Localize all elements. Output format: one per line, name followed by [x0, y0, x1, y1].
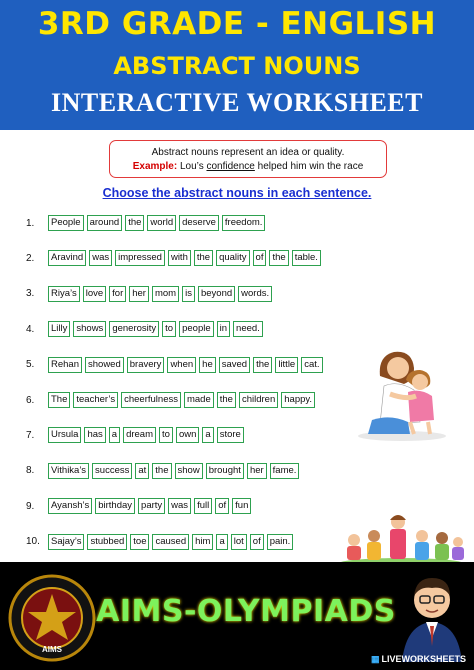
word-choice[interactable]: Lilly — [48, 321, 70, 337]
word-choice[interactable]: toe — [130, 534, 149, 550]
word-choice[interactable]: quality — [216, 250, 249, 266]
word-choice[interactable]: shows — [73, 321, 106, 337]
liveworksheets-icon: ▦ — [370, 654, 380, 664]
word-choice[interactable]: need. — [233, 321, 263, 337]
example-post: helped him win the race — [254, 161, 364, 172]
word-choice[interactable]: brought — [206, 463, 244, 479]
word-choice[interactable]: table. — [292, 250, 321, 266]
word-choice[interactable]: of — [215, 498, 229, 514]
word-choice[interactable]: he — [199, 357, 216, 373]
footer-banner — [0, 562, 474, 670]
definition-example — [110, 160, 386, 174]
sentence-number: 2. — [26, 252, 35, 264]
word-choice[interactable]: show — [175, 463, 203, 479]
definition-box — [109, 140, 387, 178]
word-choice[interactable]: was — [168, 498, 191, 514]
word-choice[interactable]: to — [162, 321, 176, 337]
sentence-number: 3. — [26, 288, 35, 300]
word-choice[interactable]: him — [192, 534, 213, 550]
teacher-and-children-illustration — [334, 506, 468, 570]
sentence-row — [26, 249, 324, 267]
word-choice[interactable]: Rehan — [48, 357, 82, 373]
word-choice[interactable]: lot — [231, 534, 247, 550]
word-choice[interactable]: dream — [123, 427, 156, 443]
sentence-number: 1. — [26, 217, 35, 229]
word-choice[interactable]: Vithika’s — [48, 463, 89, 479]
word-choice[interactable]: birthday — [95, 498, 135, 514]
word-choice[interactable]: the — [152, 463, 171, 479]
word-choice[interactable]: showed — [85, 357, 124, 373]
word-choice[interactable]: caused — [152, 534, 189, 550]
word-choice[interactable]: cheerfulness — [121, 392, 181, 408]
word-choice[interactable]: stubbed — [87, 534, 127, 550]
word-choice[interactable]: little — [275, 357, 298, 373]
example-word: confidence — [206, 161, 255, 172]
word-choice[interactable]: happy. — [281, 392, 315, 408]
sentence-number: 5. — [26, 359, 35, 371]
sentence-row — [26, 533, 296, 551]
word-choice[interactable]: People — [48, 215, 84, 231]
sentence-row — [26, 462, 302, 480]
word-choice[interactable]: Ayansh’s — [48, 498, 92, 514]
sentence-row — [26, 214, 268, 232]
word-choice[interactable]: love — [83, 286, 106, 302]
word-choice[interactable]: at — [135, 463, 149, 479]
word-choice[interactable]: bravery — [127, 357, 165, 373]
sentence-row — [26, 497, 254, 515]
definition-text: Abstract nouns represent an idea or quality. — [151, 147, 345, 158]
sentence-number: 4. — [26, 323, 35, 335]
word-choice[interactable]: party — [138, 498, 165, 514]
word-choice[interactable]: freedom. — [222, 215, 266, 231]
example-label: Example: — [132, 161, 178, 172]
word-choice[interactable]: in — [217, 321, 230, 337]
word-choice[interactable]: the — [125, 215, 144, 231]
word-choice[interactable]: own — [176, 427, 199, 443]
worksheet-body — [12, 130, 462, 555]
word-choice[interactable]: full — [194, 498, 212, 514]
instruction: Choose the abstract nouns in each sentence. — [102, 186, 372, 200]
word-choice[interactable]: pain. — [267, 534, 294, 550]
word-choice[interactable]: Riya’s — [48, 286, 80, 302]
word-choice[interactable]: impressed — [115, 250, 165, 266]
sentence-number: 7. — [26, 429, 35, 441]
word-choice[interactable]: to — [159, 427, 173, 443]
sentence-row — [26, 391, 318, 409]
word-choice[interactable]: a — [216, 534, 227, 550]
word-choice[interactable]: was — [89, 250, 112, 266]
word-choice[interactable]: made — [184, 392, 214, 408]
word-choice[interactable]: around — [87, 215, 123, 231]
word-choice[interactable]: has — [84, 427, 105, 443]
word-choice[interactable]: world — [147, 215, 176, 231]
example-pre: Lou’s — [177, 161, 207, 172]
liveworksheets-badge[interactable] — [371, 654, 466, 665]
word-choice[interactable]: saved — [219, 357, 250, 373]
sentence-number: 10. — [26, 536, 40, 548]
word-choice[interactable]: teacher’s — [73, 392, 118, 408]
mother-hugging-child-illustration — [350, 336, 454, 442]
word-choice[interactable]: the — [194, 250, 213, 266]
topic-title: ABSTRACT NOUNS — [113, 52, 361, 80]
word-choice[interactable]: when — [167, 357, 196, 373]
olympiad-academy-logo-icon — [6, 572, 98, 664]
word-choice[interactable]: generosity — [109, 321, 159, 337]
word-choice[interactable]: of — [250, 534, 264, 550]
sentence-row — [26, 285, 275, 303]
brand-name: AIMS-OLYMPIADS — [96, 594, 396, 629]
word-choice[interactable]: the — [253, 357, 272, 373]
word-choice[interactable]: The — [48, 392, 70, 408]
word-choice[interactable]: words. — [238, 286, 272, 302]
word-choice[interactable]: children — [239, 392, 278, 408]
word-choice[interactable]: Sajay’s — [48, 534, 84, 550]
word-choice[interactable]: fun — [232, 498, 251, 514]
word-choice[interactable]: her — [247, 463, 267, 479]
word-choice[interactable]: of — [253, 250, 267, 266]
sentence-row — [26, 320, 266, 338]
teacher-mascot-illustration — [392, 566, 472, 662]
sentence-row — [26, 426, 247, 444]
word-choice[interactable]: for — [109, 286, 126, 302]
sentence-number: 6. — [26, 394, 35, 406]
liveworksheets-label: LIVEWORKSHEETS — [381, 654, 466, 664]
grade-title: 3RD GRADE - ENGLISH — [37, 6, 437, 42]
word-choice[interactable]: Aravind — [48, 250, 86, 266]
word-choice[interactable]: a — [202, 427, 213, 443]
word-choice[interactable]: beyond — [198, 286, 235, 302]
word-choice[interactable]: success — [92, 463, 132, 479]
word-choice[interactable]: a — [109, 427, 120, 443]
word-choice[interactable]: cat. — [301, 357, 322, 373]
worksheet-subtitle: INTERACTIVE WORKSHEET — [51, 88, 423, 117]
word-choice[interactable]: the — [269, 250, 288, 266]
sentence-number: 8. — [26, 465, 35, 477]
word-choice[interactable]: mom — [152, 286, 179, 302]
word-choice[interactable]: people — [179, 321, 214, 337]
word-choice[interactable]: the — [217, 392, 236, 408]
worksheet-header — [0, 0, 474, 130]
word-choice[interactable]: fame. — [270, 463, 300, 479]
sentence-number: 9. — [26, 500, 35, 512]
word-choice[interactable]: store — [217, 427, 244, 443]
word-choice[interactable]: with — [168, 250, 191, 266]
sentence-row — [26, 356, 326, 374]
word-choice[interactable]: deserve — [179, 215, 219, 231]
logo-label: AIMS — [42, 645, 62, 654]
word-choice[interactable]: Ursula — [48, 427, 81, 443]
word-choice[interactable]: is — [182, 286, 195, 302]
word-choice[interactable]: her — [129, 286, 149, 302]
